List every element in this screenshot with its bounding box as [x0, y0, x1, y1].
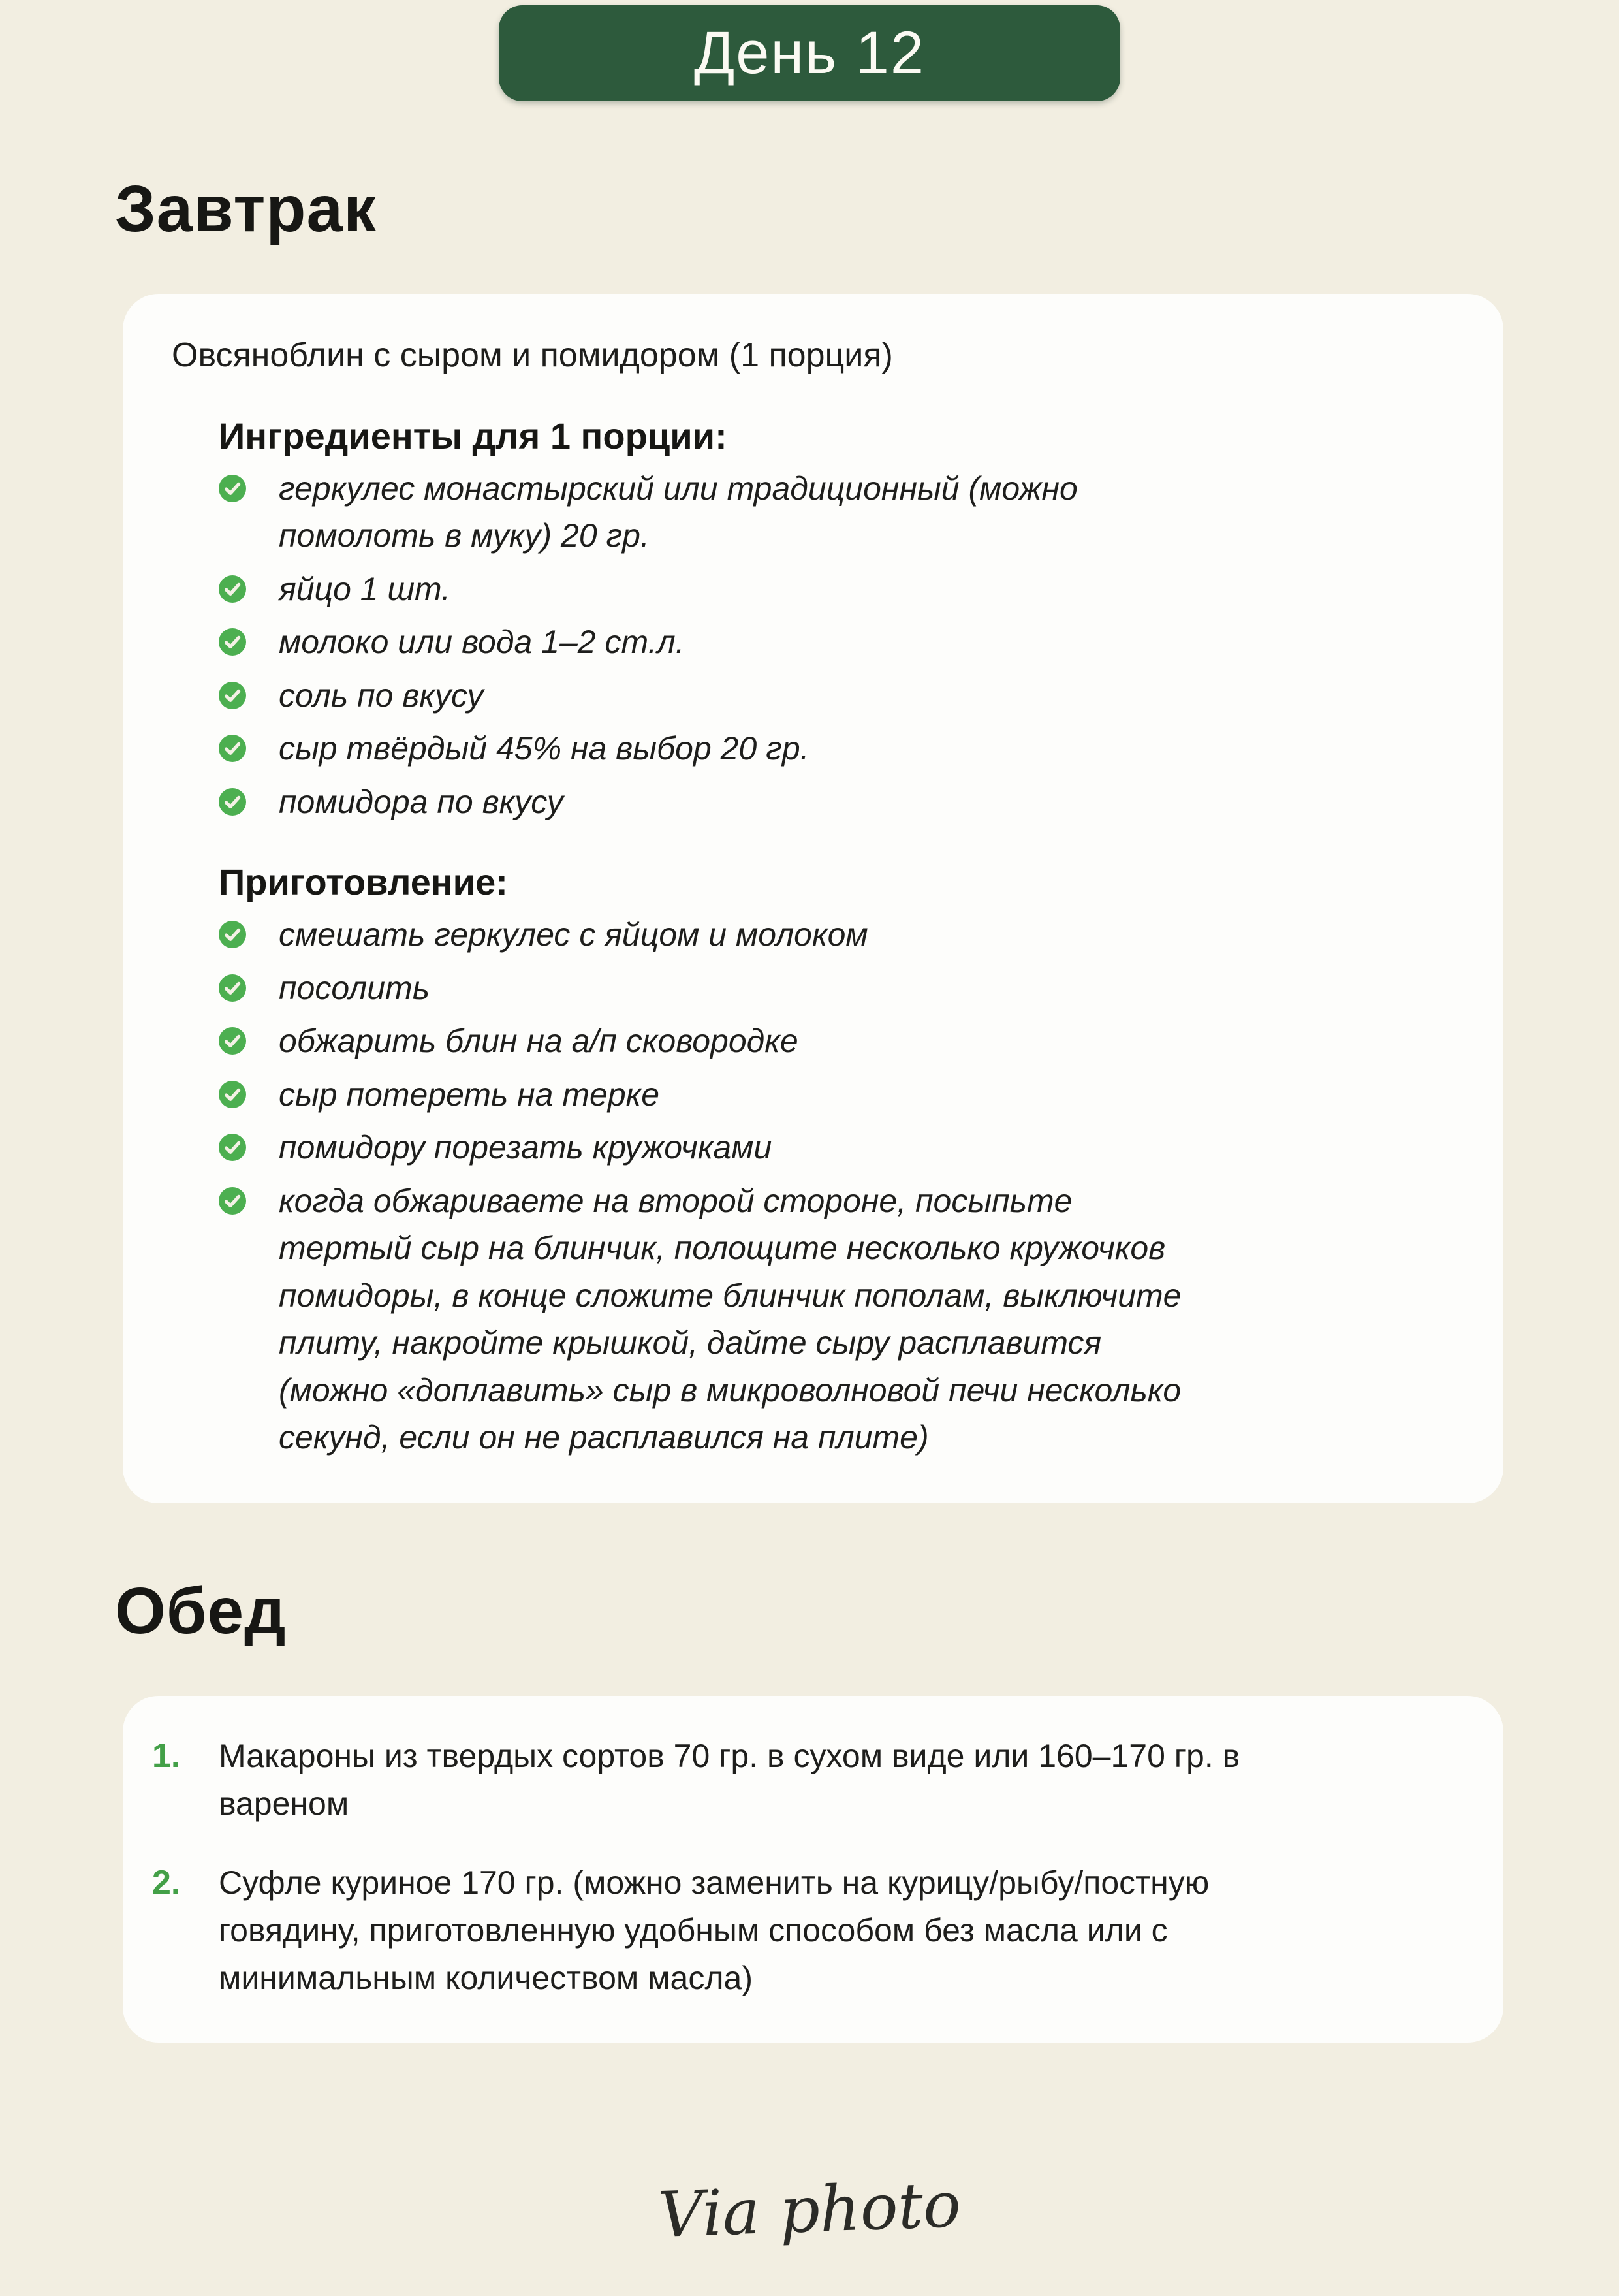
list-item	[219, 566, 1446, 613]
list-item	[219, 672, 1446, 720]
list-item	[219, 1177, 1446, 1461]
list-item	[219, 778, 1446, 826]
item-number: 2.	[152, 1863, 181, 1902]
preparation-list	[172, 911, 1446, 1461]
lunch-list	[152, 1732, 1446, 2002]
list-item	[219, 911, 1446, 959]
lunch-item-text: Макароны из твердых сортов 70 гр. в сухом виде или 160–170 гр. в вареном	[219, 1737, 1240, 1822]
ingredient-text: молоко или вода 1–2 ст.л.	[279, 624, 685, 661]
list-item	[219, 1124, 1446, 1172]
lunch-card	[123, 1696, 1503, 2043]
check-icon	[219, 735, 246, 762]
lunch-heading: Обед	[115, 1574, 287, 1648]
step-text: помидору порезать кружочками	[279, 1129, 772, 1166]
check-icon	[219, 1027, 246, 1055]
step-text: обжарить блин на а/п сковородке	[279, 1023, 798, 1060]
ingredients-heading: Ингредиенты для 1 порции:	[219, 415, 727, 456]
ingredient-text: соль по вкусу	[279, 677, 484, 714]
recipe-title: Овсяноблин с сыром и помидором (1 порция)	[172, 336, 893, 374]
check-icon	[219, 1187, 246, 1215]
preparation-heading: Приготовление:	[219, 861, 508, 903]
ingredient-text: сыр твёрдый 45% на выбор 20 гр.	[279, 730, 810, 767]
ingredient-text: помидора по вкусу	[279, 783, 563, 820]
check-icon	[219, 1134, 246, 1161]
check-icon	[219, 788, 246, 816]
list-item	[152, 1859, 1446, 2002]
step-text: сыр потереть на терке	[279, 1076, 660, 1113]
check-icon	[219, 921, 246, 948]
breakfast-card	[123, 294, 1503, 1503]
day-badge-label: День 12	[693, 20, 926, 86]
list-item	[219, 465, 1446, 560]
list-item	[219, 1017, 1446, 1065]
list-item	[152, 1732, 1446, 1828]
lunch-item-text: Суфле куриное 170 гр. (можно заменить на курицу/рыбу/постную говядину, приготовленную удобным способом без масла или с минимальным количеством масла)	[219, 1864, 1210, 1996]
step-text: смешать геркулес с яйцом и молоком	[279, 916, 868, 953]
item-number: 1.	[152, 1736, 181, 1775]
list-item	[219, 725, 1446, 773]
list-item	[219, 618, 1446, 666]
brand-signature: Via photo	[657, 2167, 962, 2252]
check-icon	[219, 475, 246, 502]
day-badge	[499, 5, 1120, 101]
ingredient-text: геркулес монастырский или традиционный (можно помолоть в муку) 20 гр.	[279, 470, 1078, 554]
check-icon	[219, 974, 246, 1002]
check-icon	[219, 628, 246, 656]
meal-plan-page	[0, 5, 1619, 2296]
ingredients-list	[172, 465, 1446, 826]
list-item	[219, 1071, 1446, 1119]
step-text: когда обжариваете на второй стороне, посыпьте тертый сыр на блинчик, полощите несколько кружочков помидоры, в конце сложите блинчик пополам, выключите плиту, накройте крышкой, дайте сыру расплавится (можно «доплавить» сыр в микроволновой печи несколько секунд, если он не расплавился на плите)	[279, 1182, 1182, 1456]
ingredient-text: яйцо 1 шт.	[279, 570, 450, 607]
breakfast-heading: Завтрак	[115, 172, 377, 246]
check-icon	[219, 575, 246, 603]
check-icon	[219, 1081, 246, 1108]
step-text: посолить	[279, 969, 430, 1006]
list-item	[219, 965, 1446, 1012]
check-icon	[219, 682, 246, 709]
